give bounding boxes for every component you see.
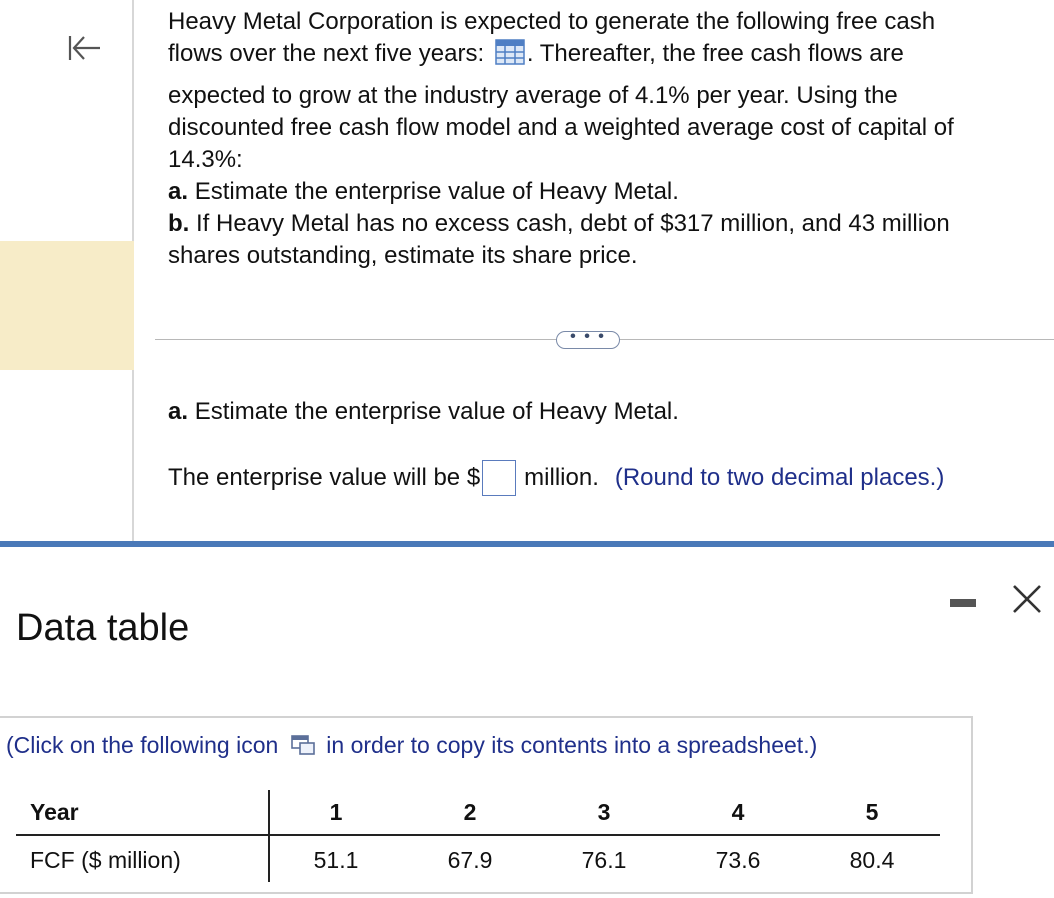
- data-table-title: Data table: [16, 607, 190, 649]
- more-dots: • • •: [570, 328, 606, 345]
- question-line: 14.3%:: [168, 146, 243, 173]
- collapse-left-icon[interactable]: [64, 28, 104, 68]
- table-vertical-rule: [268, 790, 270, 882]
- question-part-a: [168, 176, 1038, 208]
- copy-icon[interactable]: [290, 734, 316, 756]
- part-b-label: b.: [168, 210, 190, 237]
- question-line-text: flows over the next five years:: [168, 40, 485, 67]
- table-year-cell: 1: [329, 799, 343, 825]
- table-fcf-cell: 67.9: [447, 847, 493, 873]
- table-year-cell: 4: [731, 799, 745, 825]
- question-line: expected to grow at the industry average of 4.1% per year. Using the: [168, 82, 898, 109]
- part-a-label: a.: [168, 178, 189, 205]
- answer-line: [168, 460, 944, 496]
- part-a-heading-text: Estimate the enterprise value of Heavy Metal.: [194, 398, 679, 425]
- question-part-b: [168, 208, 1038, 240]
- close-icon[interactable]: [1010, 582, 1044, 616]
- left-rail: [0, 0, 134, 543]
- answer-prefix: The enterprise value will be $: [168, 464, 481, 491]
- table-row-header-fcf: FCF ($ million): [30, 847, 181, 873]
- table-year-cell: 2: [463, 799, 477, 825]
- copy-instruction-before: (Click on the following icon: [6, 732, 279, 758]
- part-a-text: Estimate the enterprise value of Heavy Metal.: [194, 178, 679, 205]
- question-line: [168, 38, 1038, 70]
- table-fcf-cell: 76.1: [581, 847, 627, 873]
- minimize-icon[interactable]: [950, 599, 976, 607]
- question-line-text: . Thereafter, the free cash flows are: [526, 40, 904, 67]
- part-a-heading: [168, 396, 679, 428]
- question-line: discounted free cash flow model and a weighted average cost of capital of: [168, 114, 954, 141]
- table-year-cell: 3: [597, 799, 611, 825]
- window-separator: [0, 541, 1054, 547]
- part-a-heading-label: a.: [168, 398, 189, 425]
- table-fcf-cell: 80.4: [849, 847, 895, 873]
- question-part-b-cont: shares outstanding, estimate its share price.: [168, 242, 638, 269]
- table-fcf-cell: 73.6: [715, 847, 761, 873]
- table-fcf-cell: 51.1: [313, 847, 359, 873]
- table-year-cell: 5: [865, 799, 879, 825]
- table-horizontal-rule: [16, 834, 940, 836]
- answer-suffix: million.: [524, 464, 599, 491]
- table-grid-icon[interactable]: [495, 39, 525, 65]
- copy-instruction-after: in order to copy its contents into a spreadsheet.): [326, 732, 818, 758]
- enterprise-value-input[interactable]: [482, 460, 516, 496]
- table-row-header-year: Year: [30, 799, 79, 825]
- question-text: [168, 6, 1038, 272]
- rail-highlight: [0, 241, 134, 370]
- rounding-hint: (Round to two decimal places.): [614, 464, 945, 491]
- question-line: Heavy Metal Corporation is expected to generate the following free cash: [168, 8, 936, 35]
- part-b-text: If Heavy Metal has no excess cash, debt of $317 million, and 43 million: [196, 210, 950, 237]
- copy-instruction: [6, 730, 817, 760]
- expand-more-button[interactable]: [556, 328, 620, 349]
